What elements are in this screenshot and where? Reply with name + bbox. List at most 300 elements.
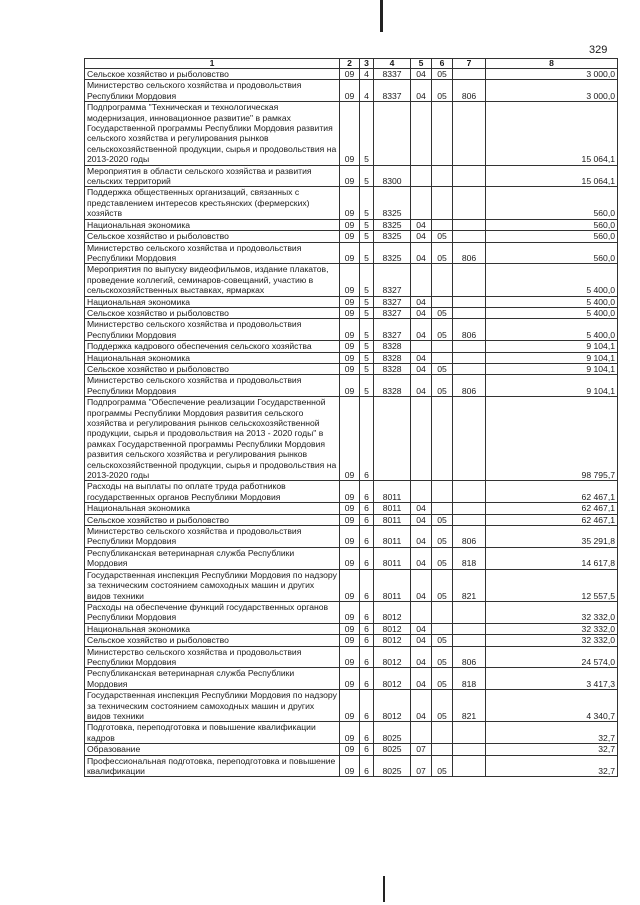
budget-table <box>84 58 618 777</box>
table-row <box>85 397 618 481</box>
section-code: 6 <box>360 623 374 634</box>
chapter-code: 04 <box>411 646 432 668</box>
section-code: 6 <box>360 397 374 481</box>
expense-type-code <box>453 296 486 307</box>
ministry-code: 09 <box>340 187 360 219</box>
ministry-code: 09 <box>340 319 360 341</box>
ministry-code: 09 <box>340 569 360 601</box>
ministry-code: 09 <box>340 264 360 296</box>
row-name: Подготовка, переподготовка и повышение квалификации кадров <box>85 722 340 744</box>
table-row <box>85 635 618 646</box>
article-code: 8327 <box>374 319 411 341</box>
table-row <box>85 744 618 755</box>
chapter-code <box>411 601 432 623</box>
section-code: 6 <box>360 514 374 525</box>
row-name: Национальная экономика <box>85 296 340 307</box>
section-code: 5 <box>360 187 374 219</box>
expense-type-code <box>453 514 486 525</box>
table-row <box>85 80 618 102</box>
column-header: 8 <box>486 59 618 69</box>
expense-type-code: 806 <box>453 80 486 102</box>
subsection-code: 05 <box>432 319 453 341</box>
subsection-code: 05 <box>432 547 453 569</box>
chapter-code <box>411 264 432 296</box>
column-header: 3 <box>360 59 374 69</box>
row-name: Национальная экономика <box>85 219 340 230</box>
ministry-code: 09 <box>340 646 360 668</box>
chapter-code: 04 <box>411 526 432 548</box>
row-name: Профессиональная подготовка, переподготовка и повышение квалификации <box>85 755 340 777</box>
row-amount: 62 467,1 <box>486 514 618 525</box>
section-code: 5 <box>360 319 374 341</box>
expense-type-code <box>453 102 486 165</box>
chapter-code: 04 <box>411 242 432 264</box>
ministry-code: 09 <box>340 503 360 514</box>
table-row <box>85 690 618 722</box>
chapter-code: 07 <box>411 755 432 777</box>
column-header: 5 <box>411 59 432 69</box>
expense-type-code <box>453 165 486 187</box>
article-code: 8300 <box>374 165 411 187</box>
row-name: Министерство сельского хозяйства и продовольствия Республики Мордовия <box>85 646 340 668</box>
article-code: 8325 <box>374 231 411 242</box>
row-name: Сельское хозяйство и рыболовство <box>85 635 340 646</box>
chapter-code <box>411 722 432 744</box>
subsection-code: 05 <box>432 307 453 318</box>
section-code: 5 <box>360 231 374 242</box>
chapter-code: 07 <box>411 744 432 755</box>
article-code: 8012 <box>374 635 411 646</box>
ministry-code: 09 <box>340 397 360 481</box>
row-amount: 15 064,1 <box>486 165 618 187</box>
section-code: 5 <box>360 219 374 230</box>
row-name: Министерство сельского хозяйства и продовольствия Республики Мордовия <box>85 375 340 397</box>
row-amount: 5 400,0 <box>486 307 618 318</box>
subsection-code <box>432 623 453 634</box>
subsection-code <box>432 397 453 481</box>
ministry-code: 09 <box>340 514 360 525</box>
row-amount: 15 064,1 <box>486 102 618 165</box>
ministry-code: 09 <box>340 481 360 503</box>
ministry-code: 09 <box>340 526 360 548</box>
row-name: Расходы на выплаты по оплате труда работников государственных органов Республики Мордовия <box>85 481 340 503</box>
ministry-code: 09 <box>340 375 360 397</box>
column-header: 4 <box>374 59 411 69</box>
article-code: 8012 <box>374 668 411 690</box>
subsection-code <box>432 219 453 230</box>
subsection-code <box>432 601 453 623</box>
article-code: 8012 <box>374 646 411 668</box>
subsection-code <box>432 503 453 514</box>
expense-type-code <box>453 503 486 514</box>
section-code: 6 <box>360 569 374 601</box>
article-code: 8328 <box>374 363 411 374</box>
row-name: Национальная экономика <box>85 352 340 363</box>
table-row <box>85 231 618 242</box>
expense-type-code: 806 <box>453 319 486 341</box>
article-code: 8328 <box>374 341 411 352</box>
ministry-code: 09 <box>340 601 360 623</box>
article-code <box>374 102 411 165</box>
chapter-code: 04 <box>411 569 432 601</box>
row-amount: 560,0 <box>486 219 618 230</box>
article-code: 8012 <box>374 601 411 623</box>
section-code: 6 <box>360 526 374 548</box>
chapter-code: 04 <box>411 352 432 363</box>
ministry-code: 09 <box>340 242 360 264</box>
chapter-code: 04 <box>411 635 432 646</box>
article-code: 8325 <box>374 187 411 219</box>
subsection-code <box>432 352 453 363</box>
chapter-code: 04 <box>411 668 432 690</box>
ministry-code: 09 <box>340 547 360 569</box>
ministry-code: 09 <box>340 165 360 187</box>
subsection-code: 05 <box>432 375 453 397</box>
chapter-code: 04 <box>411 80 432 102</box>
row-name: Сельское хозяйство и рыболовство <box>85 514 340 525</box>
subsection-code <box>432 102 453 165</box>
section-code: 5 <box>360 375 374 397</box>
ministry-code: 09 <box>340 102 360 165</box>
chapter-code <box>411 341 432 352</box>
article-code: 8012 <box>374 690 411 722</box>
row-name: Министерство сельского хозяйства и продовольствия Республики Мордовия <box>85 80 340 102</box>
ministry-code: 09 <box>340 231 360 242</box>
article-code: 8327 <box>374 264 411 296</box>
section-code: 6 <box>360 668 374 690</box>
row-amount: 32 332,0 <box>486 623 618 634</box>
article-code: 8337 <box>374 80 411 102</box>
row-name: Мероприятия по выпуску видеофильмов, издание плакатов, проведение коллегий, семинаров-совещаний, участию в сельскохозяйственных выставках, ярмарках <box>85 264 340 296</box>
row-name: Министерство сельского хозяйства и продовольствия Республики Мордовия <box>85 242 340 264</box>
ministry-code: 09 <box>340 69 360 80</box>
row-name: Образование <box>85 744 340 755</box>
article-code: 8012 <box>374 623 411 634</box>
table-row <box>85 296 618 307</box>
row-amount: 3 000,0 <box>486 69 618 80</box>
subsection-code <box>432 264 453 296</box>
table-row <box>85 569 618 601</box>
subsection-code: 05 <box>432 646 453 668</box>
subsection-code: 05 <box>432 242 453 264</box>
subsection-code: 05 <box>432 569 453 601</box>
subsection-code <box>432 341 453 352</box>
section-code: 4 <box>360 69 374 80</box>
expense-type-code <box>453 481 486 503</box>
chapter-code: 04 <box>411 503 432 514</box>
section-code: 6 <box>360 503 374 514</box>
chapter-code <box>411 165 432 187</box>
section-code: 4 <box>360 80 374 102</box>
expense-type-code <box>453 363 486 374</box>
chapter-code: 04 <box>411 690 432 722</box>
row-amount: 62 467,1 <box>486 481 618 503</box>
subsection-code <box>432 722 453 744</box>
row-amount: 560,0 <box>486 231 618 242</box>
subsection-code: 05 <box>432 526 453 548</box>
row-amount: 4 340,7 <box>486 690 618 722</box>
ministry-code: 09 <box>340 668 360 690</box>
chapter-code: 04 <box>411 69 432 80</box>
ministry-code: 09 <box>340 755 360 777</box>
article-code: 8325 <box>374 242 411 264</box>
column-header: 1 <box>85 59 340 69</box>
row-amount: 560,0 <box>486 242 618 264</box>
expense-type-code <box>453 623 486 634</box>
table-row <box>85 601 618 623</box>
table-row <box>85 375 618 397</box>
article-code: 8327 <box>374 307 411 318</box>
table-row <box>85 363 618 374</box>
row-name: Республиканская ветеринарная служба Республики Мордовия <box>85 668 340 690</box>
subsection-code: 05 <box>432 80 453 102</box>
row-amount: 14 617,8 <box>486 547 618 569</box>
section-code: 6 <box>360 481 374 503</box>
article-code: 8025 <box>374 755 411 777</box>
row-name: Поддержка общественных организаций, связанных с представлением интересов крестьянских (фермерских) хозяйств <box>85 187 340 219</box>
row-name: Государственная инспекция Республики Мордовия по надзору за техническим состоянием самоходных машин и других видов техники <box>85 690 340 722</box>
expense-type-code: 806 <box>453 526 486 548</box>
table-row <box>85 722 618 744</box>
table-row <box>85 514 618 525</box>
expense-type-code <box>453 307 486 318</box>
row-name: Подпрограмма "Обеспечение реализации Государственной программы Республики Мордовия развития сельского хозяйства и регулирования рынков сельскохозяйственной продукции, сырья и продовольствия на 2013 - 2020 годы" в рамках Государственной программы Республики Мордовия развития сельского хозяйства и регулирования рынков сельскохозяйственной продукции, сырья и продовольствия на 2013-2020 годы <box>85 397 340 481</box>
subsection-code: 05 <box>432 514 453 525</box>
article-code: 8328 <box>374 375 411 397</box>
row-amount: 9 104,1 <box>486 352 618 363</box>
row-name: Сельское хозяйство и рыболовство <box>85 231 340 242</box>
table-row <box>85 341 618 352</box>
section-code: 6 <box>360 601 374 623</box>
subsection-code: 05 <box>432 635 453 646</box>
article-code: 8011 <box>374 503 411 514</box>
expense-type-code <box>453 231 486 242</box>
table-row <box>85 102 618 165</box>
chapter-code: 04 <box>411 623 432 634</box>
subsection-code: 05 <box>432 69 453 80</box>
table-row <box>85 264 618 296</box>
article-code: 8327 <box>374 296 411 307</box>
table-row <box>85 319 618 341</box>
table-row <box>85 547 618 569</box>
row-name: Расходы на обеспечение функций государственных органов Республики Мордовия <box>85 601 340 623</box>
ministry-code: 09 <box>340 690 360 722</box>
ministry-code: 09 <box>340 352 360 363</box>
section-code: 5 <box>360 165 374 187</box>
row-name: Республиканская ветеринарная служба Республики Мордовия <box>85 547 340 569</box>
column-header: 2 <box>340 59 360 69</box>
section-code: 5 <box>360 341 374 352</box>
row-name: Национальная экономика <box>85 503 340 514</box>
section-code: 5 <box>360 296 374 307</box>
row-name: Сельское хозяйство и рыболовство <box>85 307 340 318</box>
article-code: 8337 <box>374 69 411 80</box>
row-name: Подпрограмма "Техническая и технологическая модернизация, инновационное развитие" в рамках Государственной программы Республики Мордовия развития сельского хозяйства и регулирования рынков сельскохозяйственной продукции, сырья и продовольствия на 2013-2020 годы <box>85 102 340 165</box>
chapter-code <box>411 102 432 165</box>
table-row <box>85 755 618 777</box>
expense-type-code <box>453 722 486 744</box>
expense-type-code: 806 <box>453 375 486 397</box>
expense-type-code: 806 <box>453 242 486 264</box>
expense-type-code <box>453 397 486 481</box>
section-code: 6 <box>360 722 374 744</box>
row-amount: 9 104,1 <box>486 375 618 397</box>
row-amount: 5 400,0 <box>486 296 618 307</box>
subsection-code <box>432 165 453 187</box>
ministry-code: 09 <box>340 219 360 230</box>
section-code: 6 <box>360 690 374 722</box>
column-header: 7 <box>453 59 486 69</box>
table-header-row <box>85 59 618 69</box>
ministry-code: 09 <box>340 296 360 307</box>
expense-type-code <box>453 219 486 230</box>
expense-type-code: 821 <box>453 569 486 601</box>
expense-type-code: 821 <box>453 690 486 722</box>
row-name: Поддержка кадрового обеспечения сельского хозяйства <box>85 341 340 352</box>
article-code: 8011 <box>374 481 411 503</box>
section-code: 5 <box>360 242 374 264</box>
expense-type-code: 818 <box>453 547 486 569</box>
table-row <box>85 352 618 363</box>
table-body <box>85 69 618 777</box>
row-amount: 35 291,8 <box>486 526 618 548</box>
ministry-code: 09 <box>340 80 360 102</box>
table-row <box>85 481 618 503</box>
subsection-code: 05 <box>432 231 453 242</box>
row-amount: 9 104,1 <box>486 363 618 374</box>
table-row <box>85 69 618 80</box>
article-code <box>374 397 411 481</box>
subsection-code <box>432 187 453 219</box>
row-amount: 5 400,0 <box>486 264 618 296</box>
article-code: 8325 <box>374 219 411 230</box>
table-row <box>85 646 618 668</box>
row-name: Мероприятия в области сельского хозяйства и развития сельских территорий <box>85 165 340 187</box>
ministry-code: 09 <box>340 635 360 646</box>
expense-type-code <box>453 341 486 352</box>
chapter-code: 04 <box>411 231 432 242</box>
row-amount: 32 332,0 <box>486 635 618 646</box>
section-code: 5 <box>360 264 374 296</box>
chapter-code: 04 <box>411 296 432 307</box>
subsection-code: 05 <box>432 668 453 690</box>
row-amount: 12 557,5 <box>486 569 618 601</box>
article-code: 8011 <box>374 569 411 601</box>
expense-type-code <box>453 264 486 296</box>
row-amount: 98 795,7 <box>486 397 618 481</box>
row-amount: 32,7 <box>486 744 618 755</box>
section-code: 5 <box>360 102 374 165</box>
table-row <box>85 503 618 514</box>
article-code: 8011 <box>374 547 411 569</box>
column-header: 6 <box>432 59 453 69</box>
row-amount: 62 467,1 <box>486 503 618 514</box>
subsection-code: 05 <box>432 755 453 777</box>
subsection-code <box>432 744 453 755</box>
row-name: Государственная инспекция Республики Мордовия по надзору за техническим состоянием самоходных машин и других видов техники <box>85 569 340 601</box>
chapter-code <box>411 397 432 481</box>
table-row <box>85 165 618 187</box>
expense-type-code <box>453 635 486 646</box>
ministry-code: 09 <box>340 623 360 634</box>
table-row <box>85 242 618 264</box>
article-code: 8011 <box>374 526 411 548</box>
ministry-code: 09 <box>340 307 360 318</box>
expense-type-code <box>453 744 486 755</box>
chapter-code: 04 <box>411 547 432 569</box>
article-code: 8328 <box>374 352 411 363</box>
row-amount: 24 574,0 <box>486 646 618 668</box>
row-amount: 32,7 <box>486 755 618 777</box>
chapter-code: 04 <box>411 307 432 318</box>
chapter-code: 04 <box>411 219 432 230</box>
subsection-code: 05 <box>432 690 453 722</box>
scan-artifact-top <box>380 0 383 32</box>
chapter-code: 04 <box>411 514 432 525</box>
table-row <box>85 219 618 230</box>
section-code: 6 <box>360 744 374 755</box>
chapter-code <box>411 187 432 219</box>
section-code: 6 <box>360 547 374 569</box>
expense-type-code <box>453 352 486 363</box>
row-amount: 9 104,1 <box>486 341 618 352</box>
table-row <box>85 668 618 690</box>
page-number: 329 <box>589 44 608 56</box>
row-amount: 3 000,0 <box>486 80 618 102</box>
table-row <box>85 187 618 219</box>
section-code: 5 <box>360 352 374 363</box>
section-code: 6 <box>360 646 374 668</box>
row-amount: 5 400,0 <box>486 319 618 341</box>
section-code: 5 <box>360 363 374 374</box>
expense-type-code: 806 <box>453 646 486 668</box>
table-row <box>85 307 618 318</box>
expense-type-code: 818 <box>453 668 486 690</box>
section-code: 5 <box>360 307 374 318</box>
row-amount: 560,0 <box>486 187 618 219</box>
section-code: 6 <box>360 635 374 646</box>
article-code: 8025 <box>374 722 411 744</box>
row-amount: 32,7 <box>486 722 618 744</box>
chapter-code <box>411 481 432 503</box>
table-row <box>85 526 618 548</box>
article-code: 8011 <box>374 514 411 525</box>
row-name: Сельское хозяйство и рыболовство <box>85 363 340 374</box>
ministry-code: 09 <box>340 722 360 744</box>
row-amount: 32 332,0 <box>486 601 618 623</box>
chapter-code: 04 <box>411 363 432 374</box>
subsection-code <box>432 296 453 307</box>
expense-type-code <box>453 69 486 80</box>
ministry-code: 09 <box>340 363 360 374</box>
article-code: 8025 <box>374 744 411 755</box>
subsection-code: 05 <box>432 363 453 374</box>
chapter-code: 04 <box>411 319 432 341</box>
subsection-code <box>432 481 453 503</box>
row-amount: 3 417,3 <box>486 668 618 690</box>
row-name: Национальная экономика <box>85 623 340 634</box>
row-name: Сельское хозяйство и рыболовство <box>85 69 340 80</box>
scan-artifact-bottom <box>383 876 385 902</box>
row-name: Министерство сельского хозяйства и продовольствия Республики Мордовия <box>85 526 340 548</box>
expense-type-code <box>453 187 486 219</box>
row-name: Министерство сельского хозяйства и продовольствия Республики Мордовия <box>85 319 340 341</box>
section-code: 6 <box>360 755 374 777</box>
expense-type-code <box>453 601 486 623</box>
ministry-code: 09 <box>340 341 360 352</box>
table-row <box>85 623 618 634</box>
expense-type-code <box>453 755 486 777</box>
